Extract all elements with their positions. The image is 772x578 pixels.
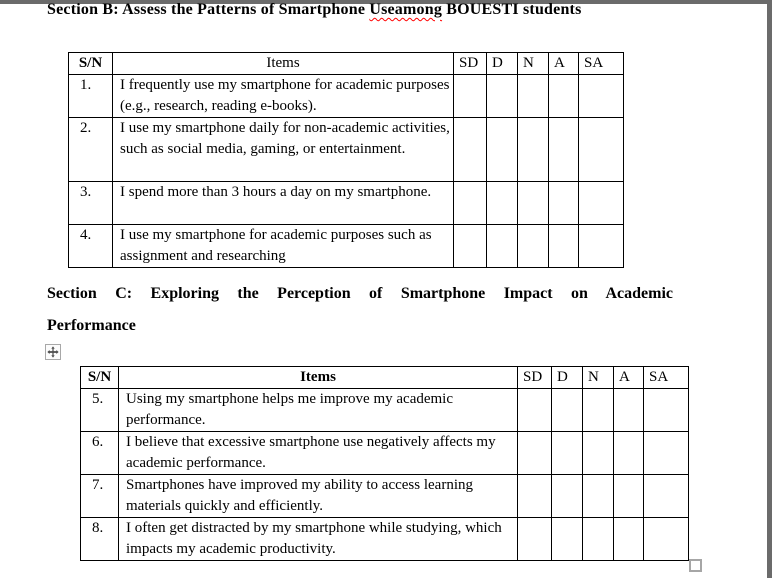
rating-cell[interactable] bbox=[487, 118, 518, 182]
table-row bbox=[81, 518, 689, 561]
section-c-title bbox=[47, 282, 673, 337]
rating-cell[interactable] bbox=[487, 225, 518, 268]
rating-cell[interactable] bbox=[644, 432, 689, 475]
rating-cell[interactable] bbox=[454, 182, 487, 225]
table-b-header-row bbox=[69, 53, 624, 75]
section-c-table bbox=[80, 366, 689, 561]
rating-cell[interactable] bbox=[518, 389, 552, 432]
table-row bbox=[81, 389, 689, 432]
sn-cell: 1. bbox=[69, 75, 113, 118]
table-move-handle[interactable] bbox=[45, 344, 61, 360]
item-cell: I use my smartphone daily for non-academic activities, such as social media, gaming, or entertainment. bbox=[113, 118, 454, 182]
sn-cell: 5. bbox=[81, 389, 119, 432]
section-b-title-text: Section B: Assess the Patterns of Smartphone bbox=[47, 1, 370, 18]
rating-cell[interactable] bbox=[614, 389, 644, 432]
rating-cell[interactable] bbox=[583, 389, 614, 432]
table-row bbox=[69, 75, 624, 118]
rating-cell[interactable] bbox=[579, 75, 624, 118]
rating-cell[interactable] bbox=[614, 518, 644, 561]
four-way-arrow-icon bbox=[47, 346, 59, 358]
table-row bbox=[69, 225, 624, 268]
rating-cell[interactable] bbox=[644, 518, 689, 561]
rating-cell[interactable] bbox=[614, 475, 644, 518]
rating-cell[interactable] bbox=[549, 118, 579, 182]
rating-cell[interactable] bbox=[454, 225, 487, 268]
rating-cell[interactable] bbox=[552, 432, 583, 475]
misspelled-word: Useamong bbox=[369, 1, 443, 18]
header-a: A bbox=[614, 367, 644, 389]
rating-cell[interactable] bbox=[518, 518, 552, 561]
table-row bbox=[81, 475, 689, 518]
sn-cell: 4. bbox=[69, 225, 113, 268]
section-b-title bbox=[47, 1, 582, 19]
header-a: A bbox=[549, 53, 579, 75]
table-row bbox=[81, 432, 689, 475]
item-cell: I frequently use my smartphone for academic purposes (e.g., research, reading e-books). bbox=[113, 75, 454, 118]
header-items: Items bbox=[119, 367, 518, 389]
sn-cell: 8. bbox=[81, 518, 119, 561]
header-sa: SA bbox=[579, 53, 624, 75]
rating-cell[interactable] bbox=[583, 432, 614, 475]
rating-cell[interactable] bbox=[549, 182, 579, 225]
rating-cell[interactable] bbox=[518, 75, 549, 118]
section-c-title-line1: Section C: Exploring the Perception of Smartphone Impact on Academic bbox=[47, 285, 673, 302]
rating-cell[interactable] bbox=[549, 75, 579, 118]
header-n: N bbox=[583, 367, 614, 389]
rating-cell[interactable] bbox=[518, 225, 549, 268]
header-d: D bbox=[552, 367, 583, 389]
rating-cell[interactable] bbox=[518, 432, 552, 475]
table-row bbox=[69, 118, 624, 182]
table-resize-handle[interactable] bbox=[689, 559, 702, 572]
header-sd: SD bbox=[454, 53, 487, 75]
rating-cell[interactable] bbox=[579, 118, 624, 182]
item-cell: I believe that excessive smartphone use negatively affects my academic performance. bbox=[119, 432, 518, 475]
rating-cell[interactable] bbox=[518, 475, 552, 518]
rating-cell[interactable] bbox=[454, 75, 487, 118]
rating-cell[interactable] bbox=[549, 225, 579, 268]
rating-cell[interactable] bbox=[518, 118, 549, 182]
header-n: N bbox=[518, 53, 549, 75]
rating-cell[interactable] bbox=[644, 475, 689, 518]
sn-cell: 7. bbox=[81, 475, 119, 518]
header-sd: SD bbox=[518, 367, 552, 389]
rating-cell[interactable] bbox=[552, 518, 583, 561]
item-cell: Smartphones have improved my ability to access learning materials quickly and efficiently. bbox=[119, 475, 518, 518]
sn-cell: 3. bbox=[69, 182, 113, 225]
section-c-title-line2: Performance bbox=[47, 317, 136, 334]
table-row bbox=[69, 182, 624, 225]
item-cell: I often get distracted by my smartphone while studying, which impacts my academic productivity. bbox=[119, 518, 518, 561]
rating-cell[interactable] bbox=[552, 389, 583, 432]
header-d: D bbox=[487, 53, 518, 75]
rating-cell[interactable] bbox=[644, 389, 689, 432]
rating-cell[interactable] bbox=[552, 475, 583, 518]
rating-cell[interactable] bbox=[487, 182, 518, 225]
sn-cell: 6. bbox=[81, 432, 119, 475]
rating-cell[interactable] bbox=[454, 118, 487, 182]
section-b-table bbox=[68, 52, 624, 268]
section-b-title-rest: BOUESTI students bbox=[442, 1, 582, 18]
rating-cell[interactable] bbox=[518, 182, 549, 225]
item-cell: Using my smartphone helps me improve my academic performance. bbox=[119, 389, 518, 432]
sn-cell: 2. bbox=[69, 118, 113, 182]
rating-cell[interactable] bbox=[579, 225, 624, 268]
item-cell: I use my smartphone for academic purposes such as assignment and researching bbox=[113, 225, 454, 268]
rating-cell[interactable] bbox=[583, 475, 614, 518]
rating-cell[interactable] bbox=[579, 182, 624, 225]
header-sa: SA bbox=[644, 367, 689, 389]
header-items: Items bbox=[113, 53, 454, 75]
rating-cell[interactable] bbox=[583, 518, 614, 561]
header-sn: S/N bbox=[69, 53, 113, 75]
rating-cell[interactable] bbox=[614, 432, 644, 475]
item-cell: I spend more than 3 hours a day on my smartphone. bbox=[113, 182, 454, 225]
header-sn: S/N bbox=[81, 367, 119, 389]
rating-cell[interactable] bbox=[487, 75, 518, 118]
window-edge-right bbox=[767, 0, 772, 578]
table-c-header-row bbox=[81, 367, 689, 389]
